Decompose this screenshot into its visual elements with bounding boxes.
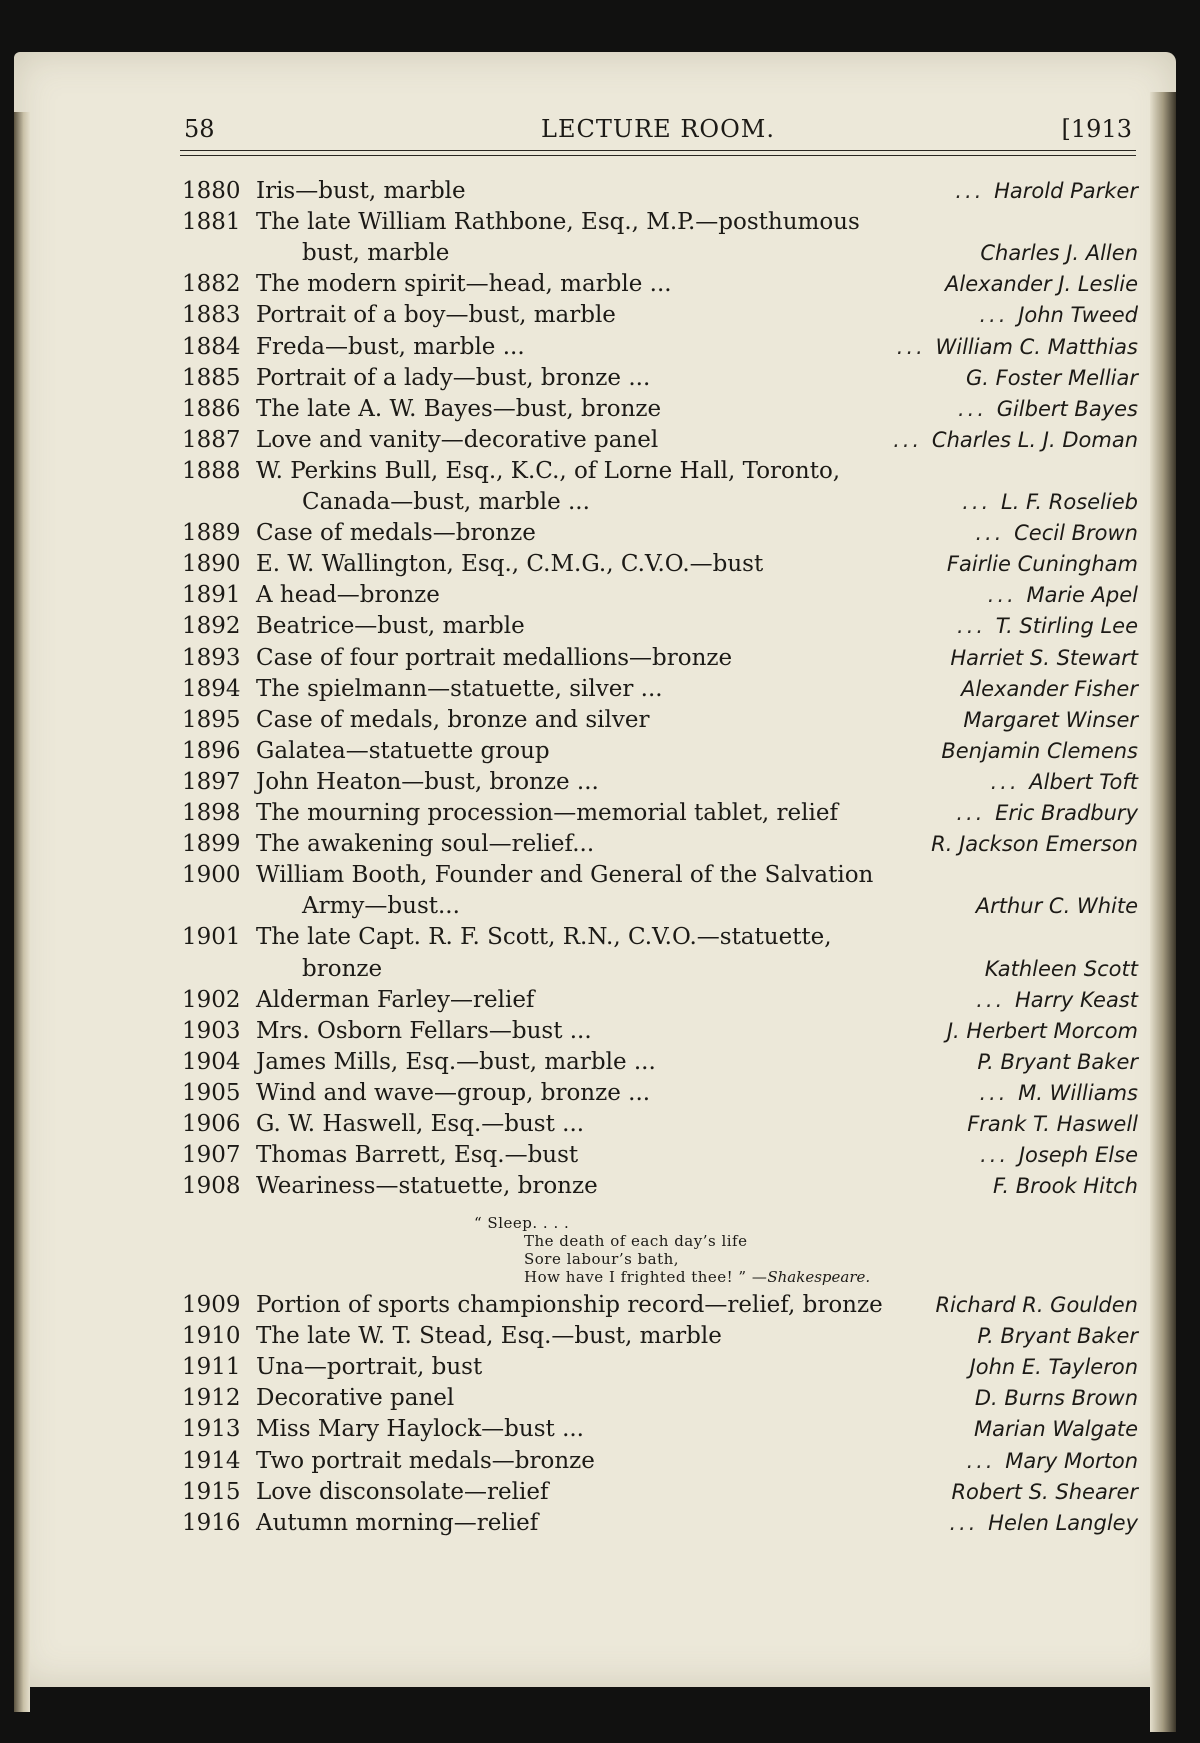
artist-name: Joseph Else bbox=[1018, 1143, 1138, 1168]
entry-year: 1898 bbox=[182, 800, 241, 826]
entry-artist bbox=[738, 1293, 1138, 1323]
artist-name: Arthur C. White bbox=[975, 894, 1138, 919]
entry-year: 1887 bbox=[182, 426, 241, 453]
artist-name: P. Bryant Baker bbox=[977, 1049, 1138, 1074]
entry-title: The spielmann—statuette, silver ... bbox=[256, 675, 663, 702]
entry-artist bbox=[738, 708, 1138, 738]
quote-line: The death of each day’s life bbox=[524, 1232, 748, 1250]
entry-title: William Booth, Founder and General of the Salvation bbox=[256, 862, 874, 889]
entry-title: Portrait of a lady—bust, bronze ... bbox=[256, 364, 651, 391]
artist-name: T. Stirling Lee bbox=[995, 614, 1138, 639]
entry-title: The modern spirit—head, marble ... bbox=[256, 271, 672, 298]
entry-title: The awakening soul—relief... bbox=[256, 831, 595, 858]
artist-name: John E. Tayleron bbox=[969, 1355, 1138, 1380]
artist-leader: ... bbox=[956, 801, 996, 825]
artist-name: J. Herbert Morcom bbox=[946, 1018, 1138, 1043]
entry-year: 1883 bbox=[182, 302, 241, 329]
quote-line: “ Sleep. . . . bbox=[474, 1214, 570, 1232]
entry-title: Thomas Barrett, Esq.—bust bbox=[256, 1142, 579, 1169]
entry-title: E. W. Wallington, Esq., C.M.G., C.V.O.—bust bbox=[256, 551, 764, 578]
artist-name: D. Burns Brown bbox=[974, 1386, 1138, 1411]
entry-year: 1916 bbox=[182, 1509, 241, 1536]
entry-artist bbox=[738, 1174, 1138, 1204]
entry-title: Autumn morning—relief bbox=[256, 1509, 539, 1536]
artist-leader: ... bbox=[975, 521, 1015, 546]
artist-leader: ... bbox=[962, 490, 1001, 514]
entry-artist bbox=[738, 1081, 1138, 1111]
entry-year: 1909 bbox=[182, 1292, 241, 1318]
artist-name: Eric Bradbury bbox=[995, 801, 1138, 825]
quote-line: Sore labour’s bath, bbox=[524, 1250, 680, 1268]
entry-title: Portrait of a boy—bust, marble bbox=[256, 302, 616, 329]
artist-leader: ... bbox=[896, 334, 936, 359]
entry-year: 1885 bbox=[182, 364, 241, 391]
artist-name: Marian Walgate bbox=[974, 1417, 1138, 1442]
entry-title: Case of medals, bronze and silver bbox=[256, 706, 650, 733]
entry-artist bbox=[738, 988, 1138, 1018]
entry-artist bbox=[738, 179, 1138, 209]
entry-title-continuation: Army—bust... bbox=[302, 893, 460, 920]
entry-artist bbox=[738, 739, 1138, 769]
artist-leader: ... bbox=[976, 987, 1015, 1012]
artist-name: Gilbert Bayes bbox=[996, 396, 1138, 421]
entry-year: 1895 bbox=[182, 706, 241, 733]
entry-artist bbox=[738, 1417, 1138, 1447]
artist-leader: ... bbox=[955, 179, 995, 203]
entry-title: Beatrice—bust, marble bbox=[256, 613, 525, 640]
artist-leader: ... bbox=[957, 396, 997, 421]
entry-year: 1882 bbox=[182, 271, 241, 298]
entry-year: 1901 bbox=[182, 924, 241, 951]
entry-artist bbox=[738, 614, 1138, 644]
artist-name: Albert Toft bbox=[1029, 769, 1138, 794]
entry-title: Two portrait medals—bronze bbox=[256, 1447, 595, 1474]
entry-year: 1904 bbox=[182, 1048, 241, 1075]
artist-leader: ... bbox=[957, 614, 996, 639]
entry-title: Iris—bust, marble bbox=[256, 178, 466, 204]
entry-title: The late Capt. R. F. Scott, R.N., C.V.O.—statuette, bbox=[256, 924, 832, 951]
entry-artist bbox=[738, 801, 1138, 831]
entry-title: Decorative panel bbox=[256, 1385, 455, 1412]
entry-year: 1908 bbox=[182, 1173, 241, 1200]
entry-artist bbox=[738, 1112, 1138, 1142]
entry-artist bbox=[738, 552, 1138, 582]
entry-title: Galatea—statuette group bbox=[256, 737, 550, 764]
artist-name: Robert S. Shearer bbox=[951, 1479, 1138, 1504]
entry-year: 1894 bbox=[182, 675, 241, 702]
entry-title: A head—bronze bbox=[256, 582, 440, 609]
artist-name: F. Brook Hitch bbox=[992, 1174, 1138, 1199]
artist-name: Alexander J. Leslie bbox=[945, 272, 1138, 297]
entry-title: Case of four portrait medallions—bronze bbox=[256, 644, 733, 671]
entry-year: 1889 bbox=[182, 520, 241, 547]
entry-year: 1906 bbox=[182, 1111, 241, 1137]
entry-year: 1881 bbox=[182, 209, 241, 236]
entry-title: The mourning procession—memorial tablet, relief bbox=[256, 800, 838, 826]
entry-title: W. Perkins Bull, Esq., K.C., of Lorne Hall, Toronto, bbox=[256, 457, 841, 484]
artist-name: G. Foster Melliar bbox=[966, 365, 1138, 390]
entry-title: Miss Mary Haylock—bust ... bbox=[256, 1416, 584, 1443]
artist-name: Harry Keast bbox=[1014, 987, 1138, 1012]
quotation bbox=[474, 1214, 974, 1286]
entry-artist bbox=[738, 521, 1138, 551]
quote-line: How have I frighted thee! ” — bbox=[524, 1268, 768, 1286]
artist-name: Charles L. J. Doman bbox=[931, 427, 1138, 452]
entry-year: 1886 bbox=[182, 395, 241, 422]
entry-title: Mrs. Osborn Fellars—bust ... bbox=[256, 1017, 592, 1044]
entry-artist bbox=[738, 1050, 1138, 1080]
entry-artist bbox=[738, 241, 1138, 271]
artist-name: Richard R. Goulden bbox=[935, 1293, 1138, 1317]
entry-artist bbox=[738, 1511, 1138, 1541]
entry-artist bbox=[738, 1355, 1138, 1385]
entry-year: 1892 bbox=[182, 613, 241, 640]
entry-artist bbox=[738, 335, 1138, 365]
entry-title: G. W. Haswell, Esq.—bust ... bbox=[256, 1111, 585, 1137]
entry-artist bbox=[738, 646, 1138, 676]
entry-title: Wind and wave—group, bronze ... bbox=[256, 1079, 651, 1106]
artist-leader: ... bbox=[987, 583, 1027, 608]
entry-year: 1907 bbox=[182, 1142, 241, 1169]
entry-year: 1884 bbox=[182, 333, 241, 360]
entry-title: Freda—bust, marble ... bbox=[256, 333, 525, 360]
artist-name: M. Williams bbox=[1018, 1080, 1138, 1105]
running-head: LECTURE ROOM. bbox=[541, 115, 775, 143]
entry-year: 1880 bbox=[182, 178, 241, 204]
entry-artist bbox=[738, 397, 1138, 427]
artist-name: L. F. Roselieb bbox=[1001, 490, 1138, 514]
artist-leader: ... bbox=[949, 1510, 989, 1535]
entry-title: Una—portrait, bust bbox=[256, 1354, 483, 1381]
entry-title-continuation: bronze bbox=[302, 955, 383, 982]
entry-title: Case of medals—bronze bbox=[256, 520, 536, 547]
artist-leader: ... bbox=[980, 1143, 1019, 1168]
entry-year: 1902 bbox=[182, 986, 241, 1013]
entry-year: 1891 bbox=[182, 582, 241, 609]
entry-year: 1896 bbox=[182, 737, 241, 764]
entry-title: Portion of sports championship record—relief, bronze bbox=[256, 1292, 883, 1318]
artist-name: John Tweed bbox=[1018, 303, 1138, 328]
artist-name: Frank T. Haswell bbox=[967, 1112, 1138, 1136]
artist-name: P. Bryant Baker bbox=[977, 1324, 1138, 1349]
artist-name: Cecil Brown bbox=[1014, 521, 1138, 546]
entry-year: 1910 bbox=[182, 1323, 241, 1350]
entry-artist bbox=[738, 1143, 1138, 1173]
entry-title: The late A. W. Bayes—bust, bronze bbox=[256, 395, 662, 422]
entry-artist bbox=[738, 1386, 1138, 1416]
artist-name: William C. Matthias bbox=[935, 334, 1138, 359]
entry-title: The late William Rathbone, Esq., M.P.—posthumous bbox=[256, 209, 860, 236]
artist-name: Margaret Winser bbox=[963, 707, 1138, 732]
entry-artist bbox=[738, 832, 1138, 862]
artist-leader: ... bbox=[990, 769, 1030, 794]
entry-year: 1888 bbox=[182, 457, 241, 484]
entry-title: Alderman Farley—relief bbox=[256, 986, 535, 1013]
artist-name: Harriet S. Stewart bbox=[950, 645, 1138, 670]
entry-artist bbox=[738, 894, 1138, 924]
artist-name: Mary Morton bbox=[1005, 1448, 1138, 1473]
entry-year: 1913 bbox=[182, 1416, 241, 1443]
entry-year: 1905 bbox=[182, 1079, 241, 1106]
artist-name: Marie Apel bbox=[1026, 583, 1138, 608]
artist-name: Fairlie Cuningham bbox=[946, 552, 1138, 577]
entry-title: James Mills, Esq.—bust, marble ... bbox=[256, 1048, 656, 1075]
entry-artist bbox=[738, 272, 1138, 302]
entry-title: The late W. T. Stead, Esq.—bust, marble bbox=[256, 1323, 722, 1350]
entry-artist bbox=[738, 303, 1138, 333]
entry-year: 1915 bbox=[182, 1478, 241, 1505]
entry-year: 1899 bbox=[182, 831, 241, 858]
header-year: [1913 bbox=[1061, 115, 1132, 143]
artist-name: R. Jackson Emerson bbox=[931, 832, 1138, 857]
entry-artist bbox=[738, 957, 1138, 987]
entry-title: John Heaton—bust, bronze ... bbox=[256, 768, 599, 795]
entry-artist bbox=[738, 583, 1138, 613]
entry-title: Love and vanity—decorative panel bbox=[256, 426, 659, 453]
entry-title: Love disconsolate—relief bbox=[256, 1478, 549, 1505]
artist-name: Harold Parker bbox=[994, 179, 1138, 203]
page-number: 58 bbox=[184, 115, 215, 143]
quote-attribution: Shakespeare. bbox=[767, 1268, 871, 1286]
entry-artist bbox=[738, 770, 1138, 800]
entry-artist bbox=[738, 490, 1138, 520]
entry-year: 1890 bbox=[182, 551, 241, 578]
entry-artist bbox=[738, 1324, 1138, 1354]
artist-leader: ... bbox=[966, 1448, 1006, 1473]
entry-artist bbox=[738, 677, 1138, 707]
entry-artist bbox=[738, 1449, 1138, 1479]
artist-name: Benjamin Clemens bbox=[941, 738, 1138, 763]
entry-artist bbox=[738, 1019, 1138, 1049]
artist-name: Charles J. Allen bbox=[980, 241, 1138, 266]
entry-title-continuation: bust, marble bbox=[302, 240, 450, 267]
entry-artist bbox=[738, 1480, 1138, 1510]
artist-name: Alexander Fisher bbox=[960, 676, 1138, 701]
entry-year: 1900 bbox=[182, 862, 241, 889]
entry-year: 1897 bbox=[182, 768, 241, 795]
artist-name: Helen Langley bbox=[988, 1510, 1138, 1535]
entry-year: 1914 bbox=[182, 1447, 241, 1474]
entry-artist bbox=[738, 428, 1138, 458]
entry-year: 1911 bbox=[182, 1354, 241, 1381]
entry-year: 1903 bbox=[182, 1017, 241, 1044]
entry-artist bbox=[738, 366, 1138, 396]
entry-title-continuation: Canada—bust, marble ... bbox=[302, 489, 590, 515]
artist-leader: ... bbox=[979, 303, 1019, 328]
artist-leader: ... bbox=[979, 1080, 1019, 1105]
entry-title: Weariness—statuette, bronze bbox=[256, 1173, 598, 1200]
entry-year: 1912 bbox=[182, 1385, 241, 1412]
entry-year: 1893 bbox=[182, 644, 241, 671]
artist-leader: ... bbox=[893, 427, 932, 452]
artist-name: Kathleen Scott bbox=[984, 956, 1138, 981]
